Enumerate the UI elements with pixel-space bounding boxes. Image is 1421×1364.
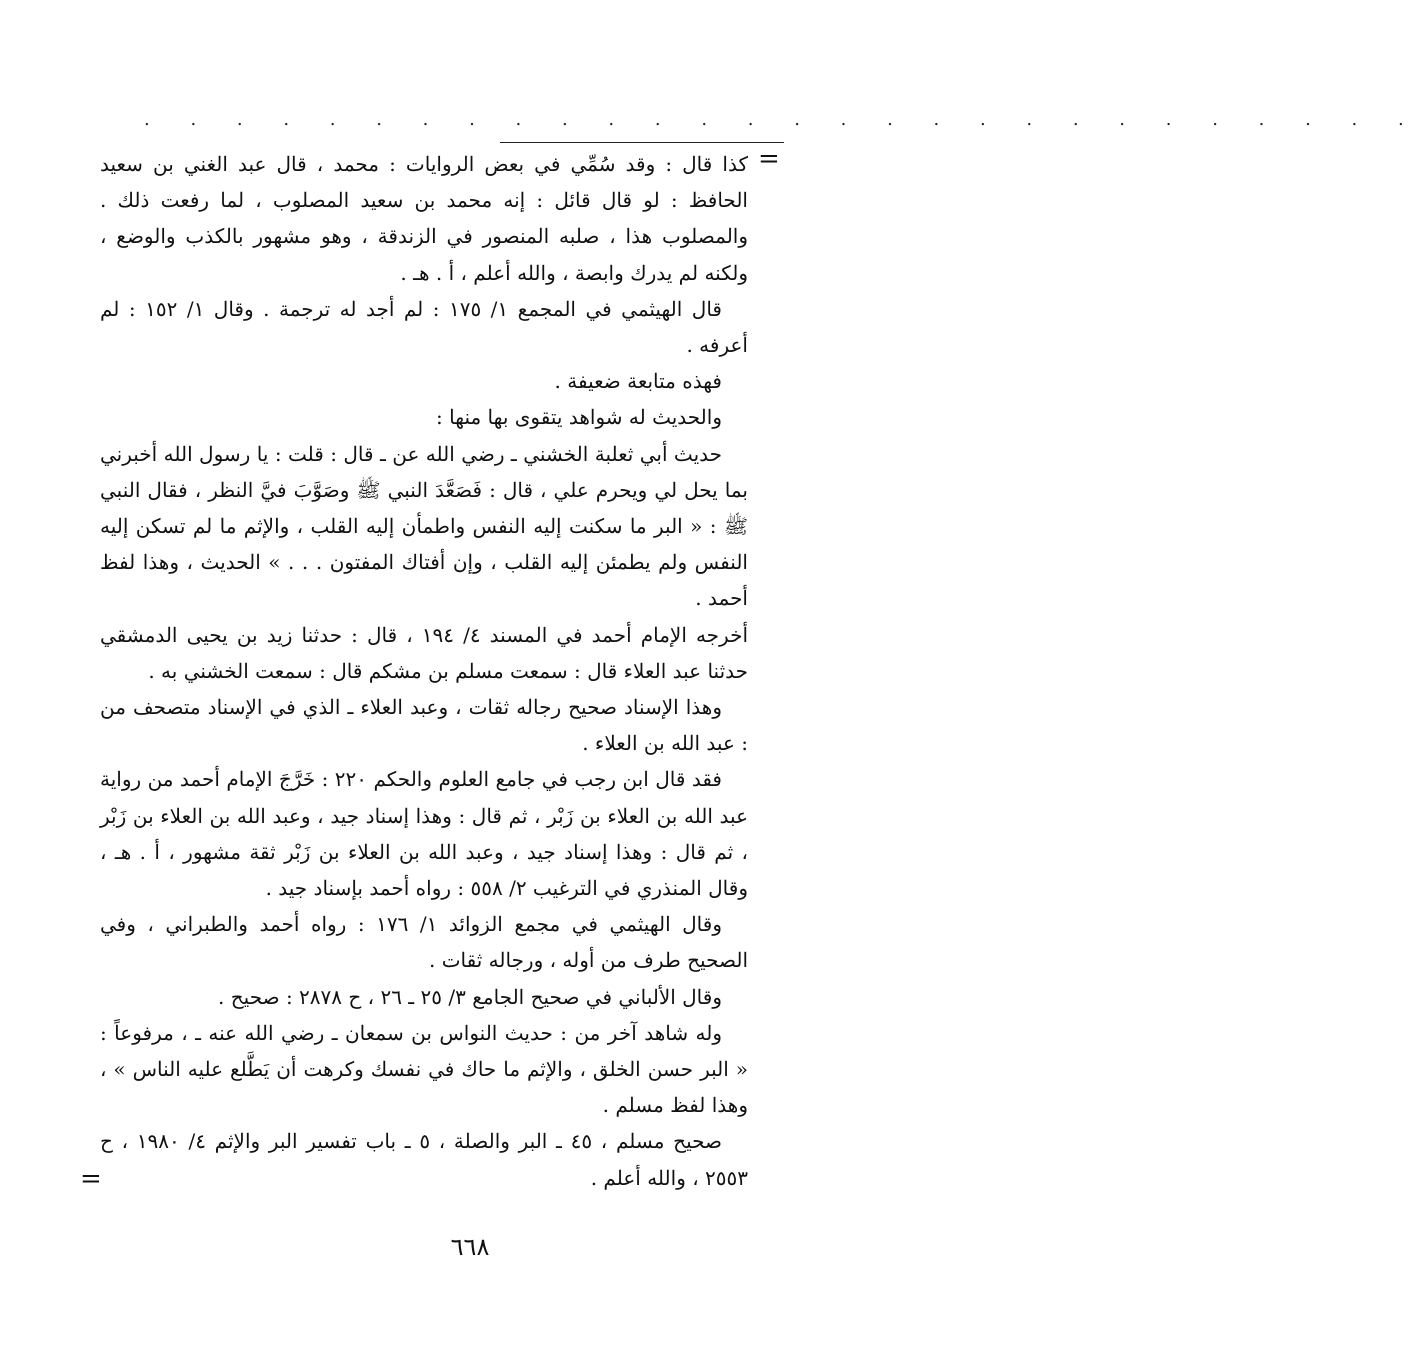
continuation-mark-bottom: = — [80, 1164, 102, 1194]
paragraph-2: قال الهيثمي في المجمع ١/ ١٧٥ : لم أجد له ترجمة . وقال ١/ ١٥٢ : لم أعرفه . — [100, 296, 748, 358]
paragraph-3: فهذه متابعة ضعيفة . — [554, 369, 722, 394]
paragraph-4: والحديث له شواهد يتقوى بها منها : — [436, 405, 722, 430]
paragraph-1: كذا قال : وقد سُمِّي في بعض الروايات : محمد ، قال عبد الغني بن سعيد الحافظ : لو قال قائل : إنه محمد بن سعيد المصلوب ، لما رفعت ذلك . والمصلوب هذا ، صلبه المنصور في الزندقة ، وهو مشهور بالكذب والوضع ، ولكنه لم يدرك وابصة ، والله أعلم ، أ . هـ . — [100, 152, 748, 285]
continuation-mark-top: = — [758, 144, 780, 174]
page-number: ٦٦٨ — [450, 1233, 490, 1261]
footnote-rule — [500, 142, 784, 143]
paragraph-8: فقد قال ابن رجب في جامع العلوم والحكم ٢٢٠ : خَرَّجَ الإمام أحمد من رواية عبد الله بن العلاء بن زَبْر ، ثم قال : وهذا إسناد جيد ، وعبد الله بن العلاء بن زَبْر ، ثم قال : وهذا إسناد جيد ، وعبد الله بن العلاء بن زَبْر ثقة مشهور ، أ . هـ ، وقال المنذري في الترغيب ٢/ ٥٥٨ : رواه أحمد بإسناد جيد . — [100, 767, 748, 901]
paragraph-11: وله شاهد آخر من : حديث النواس بن سمعان ـ رضي الله عنه ـ ، مرفوعاً : « البر حسن الخلق ، والإثم ما حاك في نفسك وكرهت أن يَطَّلع عليه الناس » ، وهذا لفظ مسلم . — [100, 1020, 748, 1118]
paragraph-9: وقال الهيثمي في مجمع الزوائد ١/ ١٧٦ : رواه أحمد والطبراني ، وفي الصحيح طرف من أوله ، ورجاله ثقات . — [100, 912, 748, 973]
paragraph-6: أخرجه الإمام أحمد في المسند ٤/ ١٩٤ ، قال : حدثنا زيد بن يحيى الدمشقي حدثنا عبد العلاء قال : سمعت مسلم بن مشكم قال : سمعت الخشني به . — [100, 622, 748, 683]
separator-dots: . . . . . . . . . . . . . . . . . . . . . . . . . . . . — [144, 109, 1421, 130]
paragraph-7: وهذا الإسناد صحيح رجاله ثقات ، وعبد العلاء ـ الذي في الإسناد متصحف من : عبد الله بن العلاء . — [100, 695, 748, 756]
paragraph-12: صحيح مسلم ، ٤٥ ـ البر والصلة ، ٥ ـ باب تفسير البر والإثم ٤/ ١٩٨٠ ، ح ٢٥٥٣ ، والله أعلم . — [100, 1129, 748, 1190]
paragraph-10: وقال الألباني في صحيح الجامع ٣/ ٢٥ ـ ٢٦ ، ح ٢٨٧٨ : صحيح . — [218, 984, 722, 1009]
footnote-text — [100, 146, 748, 1196]
paragraph-5: حديث أبي ثعلبة الخشني ـ رضي الله عن ـ قال : قلت : يا رسول الله أخبرني بما يحل لي ويحرم علي ، قال : فَصَعَّدَ النبي ﷺ وصَوَّبَ فيَّ النظر ، فقال النبي ﷺ : « البر ما سكنت إليه النفس واطمأن إليه القلب ، والإثم ما لم تسكن إليه النفس ولم يطمئن إليه القلب ، وإن أفتاك المفتون . . . » الحديث ، وهذا لفظ أحمد . — [100, 441, 748, 611]
